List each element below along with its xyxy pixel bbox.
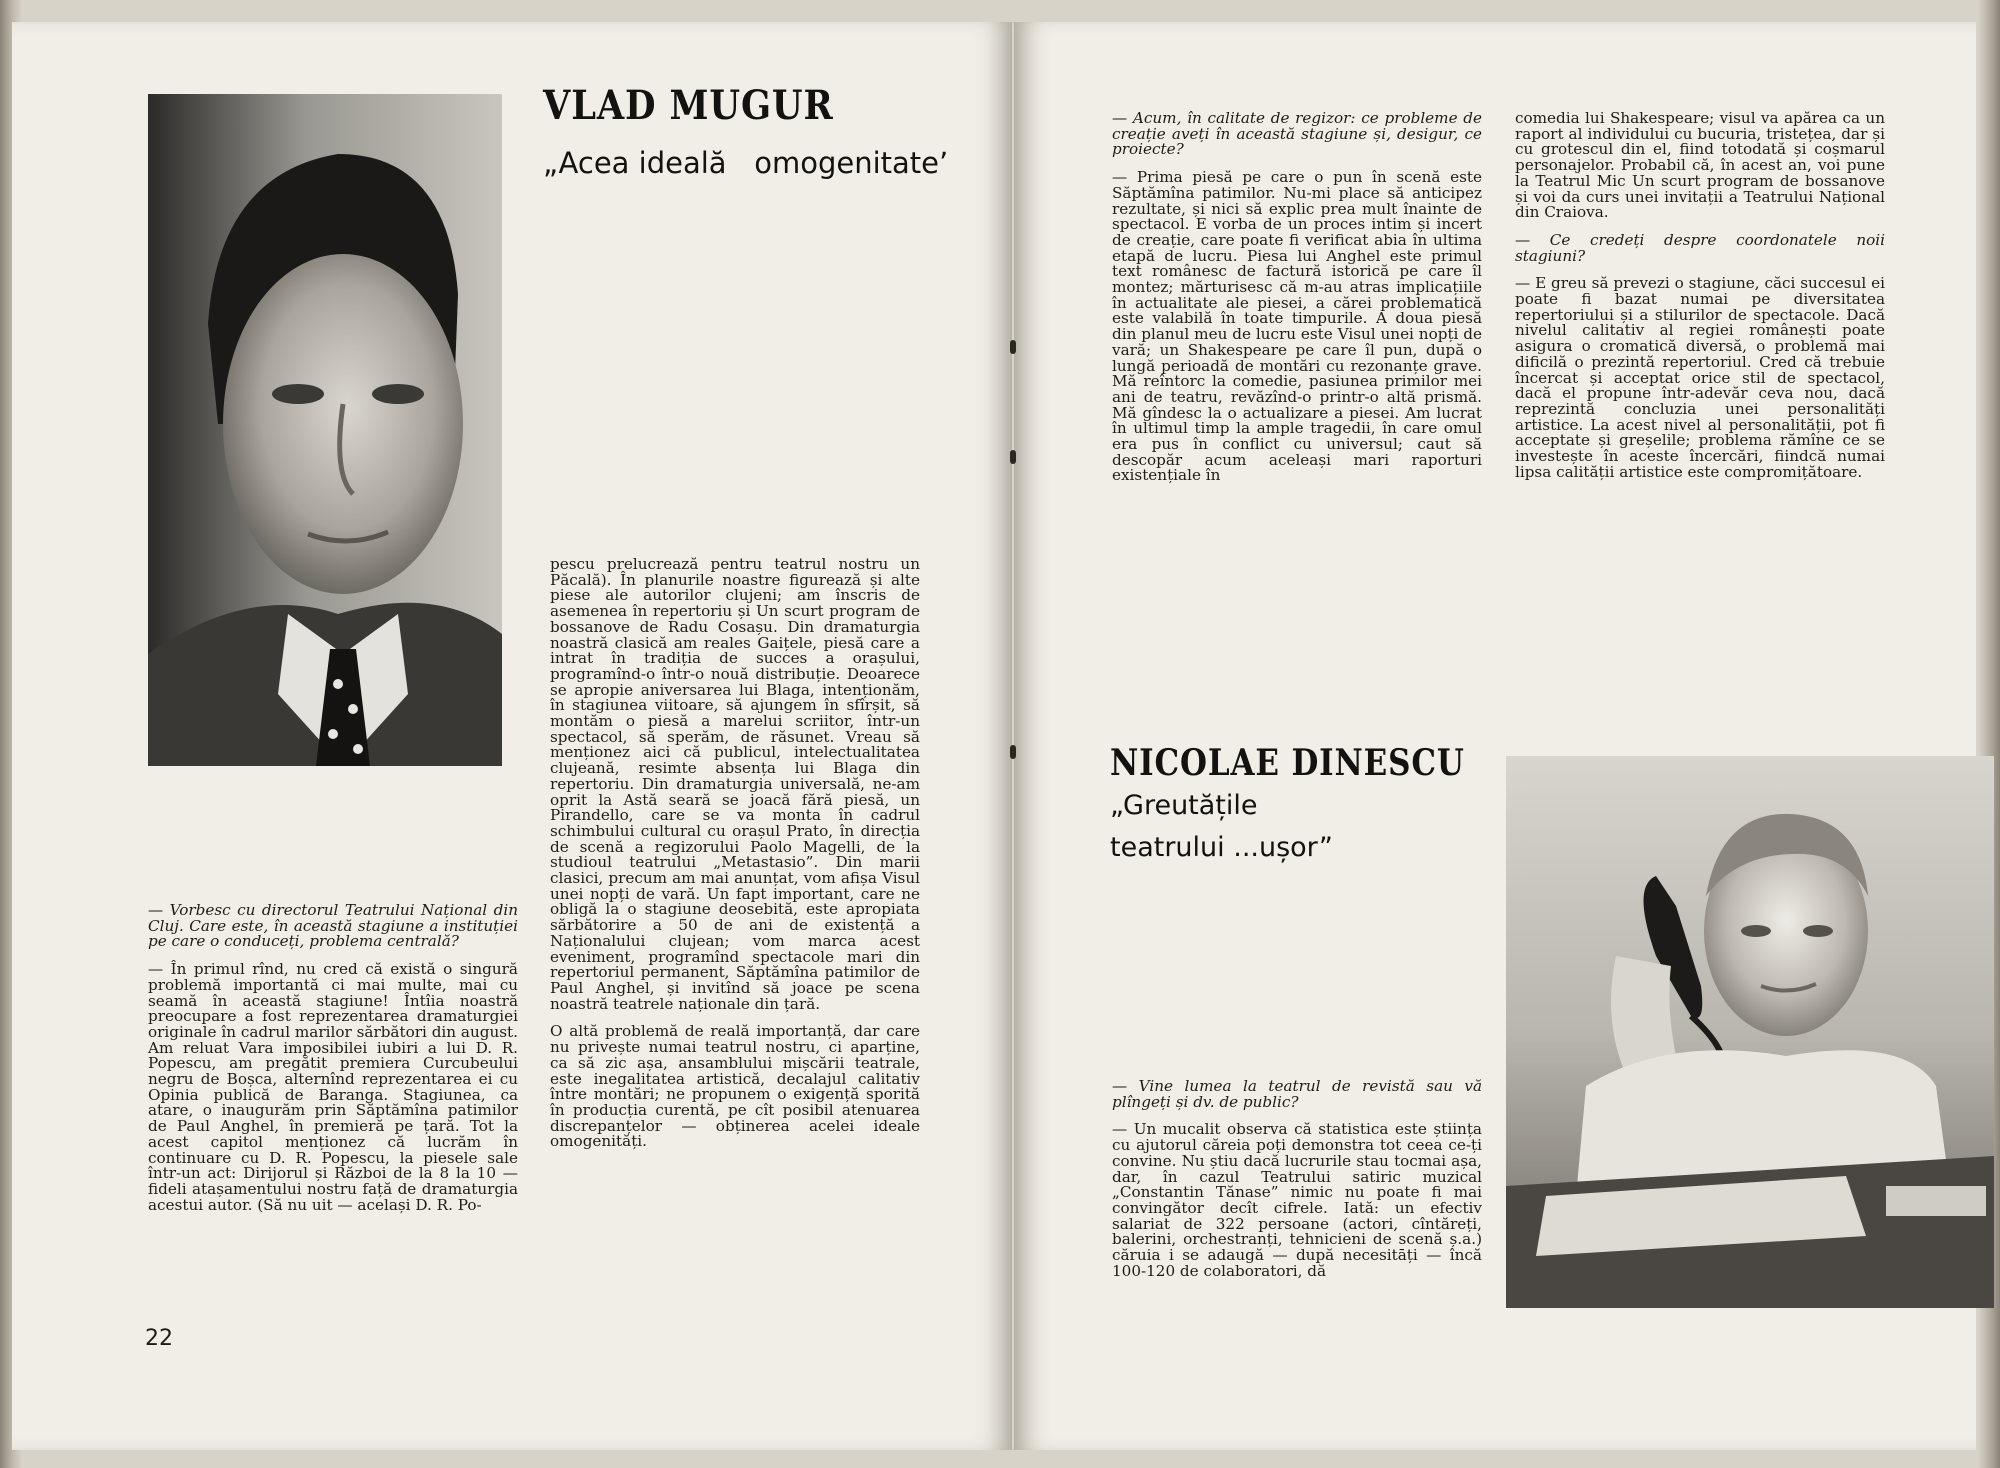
article-subtitle-right-2: teatrului ...ușor” — [1110, 832, 1333, 863]
stitch-2 — [1010, 450, 1016, 464]
right-column-1 — [1112, 111, 1482, 496]
question-1: — Vorbesc cu directorul Teatrului Național din Cluj. Care este, în această stagiune a instituției pe care o conduceți, problema centrală? — [148, 901, 518, 951]
photo-vlad-mugur — [148, 94, 502, 766]
answer-1-cont: pescu prelucrează pentru teatrul nostru un Păcală). În planurile noastre figurează și alte piese ale autorilor clujeni; am înscris de asemenea în repertoriu și Un scurt program de bossanove de Radu Cosașu. Din dramaturgia noastră clasică am reales Gaițele, piesă care a intrat în tradiția de succes a orașului, programînd-o într-o nouă distribuție. Deoarece se apropie aniversarea lui Blaga, intenționăm, în stagiunea viitoare, să ajungem în sfîrșit, să montăm o piesă a marelui scriitor, într-un spectacol, să sperăm, de răsunet. Vreau să menționez aici că publicul, intelectualitatea clujeană, resimte absența lui Blaga din repertoriu. Din dramaturgia universală, ne-am oprit la Astă seară se joacă fără piesă, un Pirandello, care se va monta în cadrul schimbului cultural cu orașul Prato, în direcția de scenă a regizorului Paolo Magelli, de la studioul teatrului „Metastasio”. Din marii clasici, precum am mai anunțat, vom afișa Visul unei nopți de vară. Un fapt important, care ne obligă la o stagiune deosebită, este apropiata sărbătorire a 50 de ani de existență a Naționalului clujean; vom marca acest eveniment, programînd spectacole mari din repertoriul permanent, Săptămîna patimilor de Paul Anghel, și invitînd să joace pe scena noastră teatrele naționale din țară. — [550, 555, 920, 1013]
question-3: — Ce credeți despre coordonatele noii stagiuni? — [1515, 230, 1885, 265]
question-2: — Acum, în calitate de regizor: ce probleme de creație aveți în această stagiune și, desigur, ce proiecte? — [1112, 109, 1482, 159]
answer-2-cont: comedia lui Shakespeare; visul va apărea ca un raport al individului cu bucuria, tristețea, dar și cu grotescul din el, fiind totodată și coșmarul personajelor. Probabil că, în acest an, voi pune la Teatrul Mic Un scurt program de bossanove și voi da curs unei invitații a Teatrului Național din Craiova. — [1515, 109, 1885, 222]
stitch-3 — [1010, 745, 1016, 759]
right-column-3 — [1112, 1079, 1482, 1291]
answer-3: — E greu să prevezi o stagiune, căci succesul ei poate fi bazat numai pe diversitatea repertoriului și a stilurilor de spectacole. Dacă nivelul calitativ al regiei românești poate asigura o cromatică diversă, o problemă mai dificilă o prezintă repertoriul. Cred că trebuie încercat și acceptat orice stil de spectacol, dacă el propune într-adevăr ceva nou, dacă reprezintă concluzia unei personalități artistice. La acest nivel al personalității, pot fi acceptate și greșelile; problema rămîne ce se investește în aceste încercări, fiindcă numai lipsa calității artistice este compromițătoare. — [1515, 274, 1885, 481]
answer-1-cont2: O altă problemă de reală importanță, dar care nu privește numai teatrul nostru, ci aparține, ca să zic așa, ansamblului mișcării teatrale, este inegalitatea artistică, decalajul calitativ între montări; ne propunem o exigență sporită în producția curentă, pe cît posibil atenuarea discrepanțelor — obținerea acelei ideale omogenități. — [550, 1022, 920, 1151]
answer-1: — În primul rînd, nu cred că există o singură problemă importantă ci mai multe, mai cu seamă în această stagiune! Întîia noastră preocupare a fost reprezentarea dramaturgiei originale în cadrul marilor sărbători din august. Am reluat Vara imposibilei iubiri a lui D. R. Popescu, am pregătit premiera Curcubeului negru de Boșca, alternînd reprezentarea ei cu Opinia publică de Baranga. Stagiunea, ca atare, o inaugurăm prin Săptămîna patimilor de Paul Anghel, în premieră pe țară. Tot la acest capitol menționez că lucrăm în continuare cu D. R. Popescu, la piesele sale într-un act: Dirijorul și Război de la 8 la 10 — fideli atașamentului nostru față de dramaturgia acestui autor. (Să nu uit — același D. R. Po- — [148, 960, 518, 1214]
question-4: — Vine lumea la teatrul de revistă sau vă plîngeți și dv. de public? — [1112, 1077, 1482, 1111]
right-column-2 — [1515, 111, 1885, 492]
answer-2: — Prima piesă pe care o pun în scenă este Săptămîna patimilor. Nu-mi place să anticipez rezultate, și nici să explic prea mult înainte de spectacol. E vorba de un proces intim și incert de creație, care poate fi verificat abia în ultima etapă de lucru. Piesa lui Anghel este primul text românesc de factură istorică pe care îl montez; mărturisesc că m-au atras implicațiile în actualitate ale piesei, a cărei problematică este valabilă în toate timpurile. A doua piesă din planul meu de lucru este Visul unei nopți de vară; un Shakespeare pe care îl pun, după o lungă perioadă de montări cu rezonanțe grave. Mă reîntorc la comedie, pasiunea primilor mei ani de teatru, revăzînd-o printr-o altă prismă. Mă gîndesc la o actualizare a piesei. Am lucrat în ultimul timp la ample tragedii, în care omul era pus în conflict cu universul; caut să descopăr acum aceleași mari raporturi existențiale în — [1112, 168, 1482, 485]
answer-4: — Un mucalit observa că statistica este știința cu ajutorul căreia poți demonstra tot ceea ce-ți convine. Nu știu dacă lucrurile stau tocmai așa, dar, în cazul Teatrului satiric muzical „Constantin Tănase” nimic nu poate fi mai convingător decît cifrele. Iată: un efectiv salariat de 322 persoane (actori, cîntăreți, balerini, orchestranți, tehnicieni de scenă ș.a.) căruia i se adaugă — după necesitāți — încă 100-120 de colaboratori, dă — [1112, 1120, 1482, 1280]
left-column-2 — [550, 557, 920, 1162]
article-name-nicolae-dinescu: NICOLAE DINESCU — [1110, 742, 1465, 784]
article-subtitle-left: „Acea ideală omogenitate’ — [543, 146, 949, 180]
article-subtitle-right-1: „Greutățile — [1110, 790, 1258, 821]
photo-nicolae-dinescu — [1506, 756, 1994, 1308]
left-column-1 — [148, 903, 518, 1225]
page-number: 22 — [145, 1326, 173, 1351]
stitch-1 — [1010, 340, 1016, 354]
article-name-vlad-mugur: VLAD MUGUR — [543, 82, 834, 129]
